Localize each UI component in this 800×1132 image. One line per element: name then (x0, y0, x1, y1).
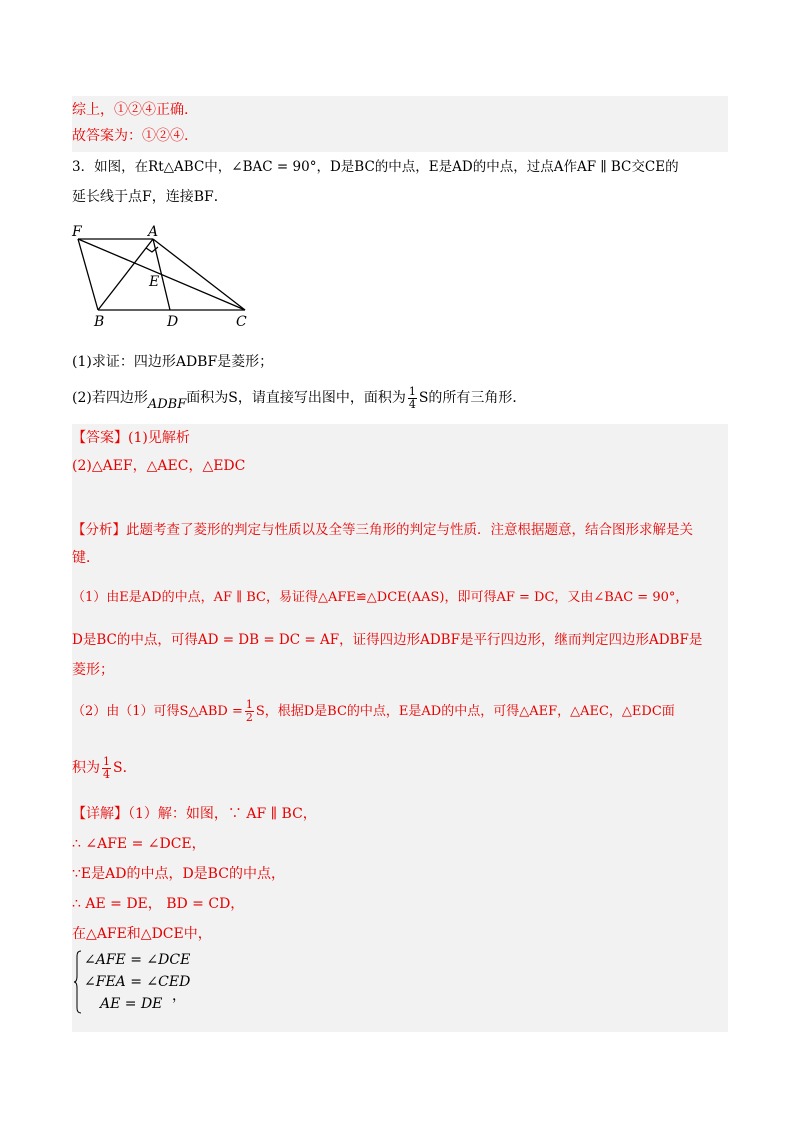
q2-fraction-den: 4 (408, 397, 416, 411)
analysis-line-4: D是BC的中点，可得AD = DB = DC = AF，证得四边形ADBF是平行四边形，继而判定四边形ADBF是 (72, 632, 703, 648)
a7-fraction-den: 4 (103, 767, 110, 781)
label-d: D (167, 314, 179, 330)
segment-fc (78, 239, 245, 310)
system-eq-2: ∠FEA = ∠CED (84, 974, 191, 990)
a7-fraction (102, 756, 111, 781)
label-e: E (149, 274, 160, 290)
analysis-line-6 (72, 696, 675, 728)
q2-suffix: S的所有三角形． (418, 390, 527, 406)
a7-suffix: S． (113, 760, 137, 776)
q2-shape: ADBF (147, 397, 187, 412)
analysis-line-2: 键． (72, 550, 100, 566)
answer-part-1: 【答案】(1)见解析 (72, 430, 190, 446)
analysis-line-3: （1）由E是AD的中点，AF ∥ BC，易证得△AFE≌△DCE(AAS)，即可得AF = DC，又由∠BAC = 90°， (72, 590, 689, 605)
a6-fraction-num: 1 (245, 698, 253, 711)
answer-line: 故答案为：①②④. (72, 128, 189, 144)
label-b: B (94, 314, 105, 330)
system-eq-3: AE = DE (100, 996, 163, 1012)
detail-line-4: ∴ AE = DE， BD = CD， (72, 896, 245, 912)
detail-line-1: 【详解】（1）解：如图，∵ AF ∥ BC， (72, 806, 317, 822)
question-line-1: 3．如图，在Rt△ABC中，∠BAC = 90°，D是BC的中点，E是AD的中点，过点A作AF ∥ BC交CE的 (72, 159, 679, 175)
system-eq-1: ∠AFE = ∠DCE (84, 952, 191, 968)
system-comma: ， (172, 988, 186, 1004)
detail-line-5: 在△AFE和△DCE中， (72, 926, 212, 942)
geometry-figure (68, 222, 258, 332)
summary-line: 综上，①②④正确. (72, 102, 189, 118)
analysis-line-1: 【分析】此题考查了菱形的判定与性质以及全等三角形的判定与性质．注意根据题意，结合图形求解是关 (72, 522, 693, 538)
a6-fraction-den: 2 (245, 711, 253, 724)
q2-fraction-num: 1 (408, 384, 416, 398)
q2-prefix: (2)若四边形 (72, 390, 148, 406)
analysis-line-7 (72, 752, 137, 784)
label-a: A (148, 224, 159, 240)
label-c: C (236, 314, 247, 330)
a6-prefix: （2）由（1）可得S△ABD = (72, 704, 243, 719)
system-brace (74, 950, 82, 1014)
answer-part-2: (2)△AEF，△AEC，△EDC (72, 458, 246, 474)
label-f: F (72, 224, 82, 240)
a6-fraction (245, 699, 254, 724)
detail-line-2: ∴ ∠AFE = ∠DCE， (72, 836, 206, 852)
question-part-1: (1)求证：四边形ADBF是菱形； (72, 354, 274, 370)
a6-suffix: S，根据D是BC的中点，E是AD的中点，可得△AEF，△AEC，△EDC面 (255, 704, 675, 719)
q2-fraction (408, 386, 417, 411)
question-part-2 (72, 382, 526, 415)
detail-line-3: ∵E是AD的中点，D是BC的中点， (72, 866, 285, 882)
question-line-2: 延长线于点F，连接BF． (72, 189, 228, 205)
segment-fb (78, 239, 98, 310)
analysis-line-5: 菱形； (72, 662, 114, 678)
a7-fraction-num: 1 (103, 754, 110, 768)
q2-middle: 面积为S，请直接写出图中，面积为 (186, 390, 406, 406)
a7-prefix: 积为 (72, 760, 100, 776)
segment-ab (98, 239, 153, 310)
